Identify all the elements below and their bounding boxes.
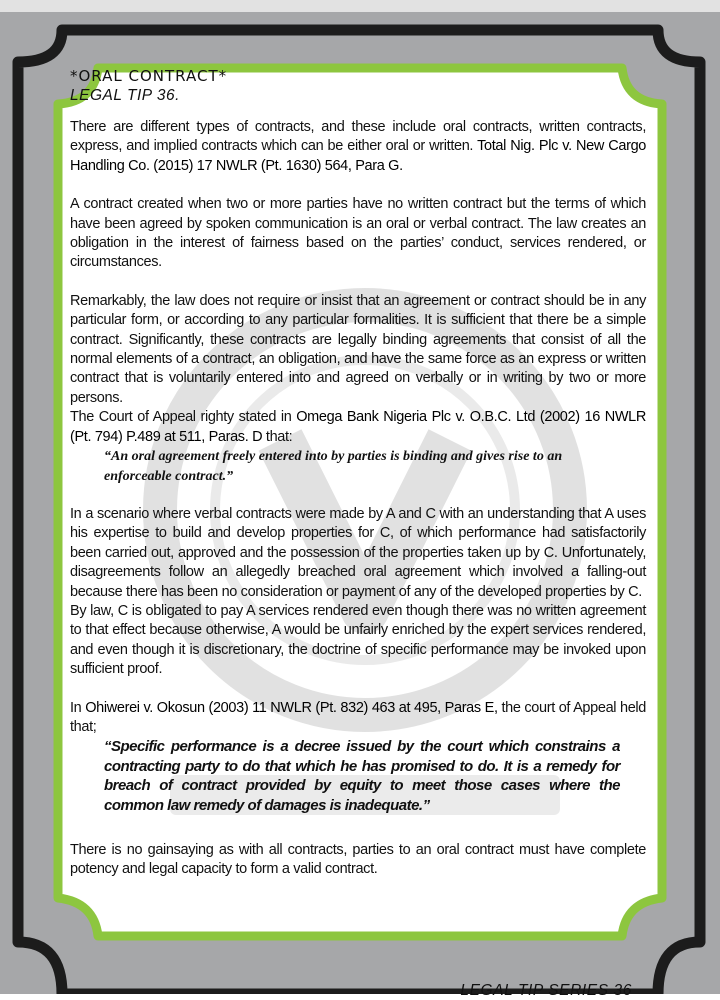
paragraph-7-tail: the court of Appeal held that; [70,699,646,735]
quote-2: “Specific performance is a decree issued by the court which constrains a contracting party to do that which he has promised to do. It is a remedy for breach of contract provided by equity to meet those cases where the common law remedy of damages is inadequate.” [104,738,620,814]
case-citation-1: Total Nig. Plc v. New Cargo Handling Co. (2015) 17 NWLR (Pt. 1630) 564, Para G. [70,138,647,174]
paragraph-4-lead: The Court of Appeal righty stated in [70,409,292,426]
paragraph-8: There is no gainsaying as with all contracts, parties to an oral contract must have complete potency and legal capacity to form a valid contract. [70,842,646,878]
series-footer: LEGAL TIP SERIES 36 [460,982,632,999]
legal-tip-label: LEGAL TIP 36. [70,87,180,104]
document-body [70,66,646,880]
paragraph-6: By law, C is obligated to pay A services rendered even though there was no written agreement to that effect because otherwise, A would be unfairly enriched by the expert services rendered, and even though it is discretionary, the doctrine of specific performance may be invoked upon sufficient proof. [70,602,646,678]
paragraph-2: A contract created when two or more parties have no written contract but the terms of which have been agreed by spoken communication is an oral or verbal contract. The law creates an obligation in the interest of fairness based on the parties’ conduct, services rendered, or circumstances. [70,196,646,271]
paragraph-4 [70,408,646,447]
document-title: *ORAL CONTRACT* [70,67,228,85]
paragraph-1-text: There are different types of contracts, and these include oral contracts, written contracts, express, and implied contracts which can be either oral or written. [70,119,646,155]
paragraph-7 [70,699,646,738]
quote-1: “An oral agreement freely entered into by parties is binding and gives rise to an enforceable contract.” [104,449,563,484]
case-citation-3: Ohiwerei v. Okosun (2003) 11 NWLR (Pt. 832) 463 at 495, Paras E, [85,699,498,716]
paragraph-7-lead: In [70,699,82,716]
paragraph-3: Remarkably, the law does not require or insist that an agreement or contract should be in any particular form, or according to any particular formalities. It is sufficient that there be a simple contract. Significantly, these contracts are legally binding agreements that consist of all the normal elements of a contract, an obligation, and have the same force as an express or written contract that is voluntarily entered into and agreed on verbally or in writing by two or more persons. [70,292,646,406]
paragraph-1 [70,118,646,176]
paragraph-4-tail: that: [265,428,293,445]
top-bar [0,0,720,12]
paragraph-5: In a scenario where verbal contracts were made by A and C with an understanding that A uses his expertise to build and develop properties for C, of which performance had satisfactorily been carried out, approved and the possession of the properties taken up by C. Unfortunately, disagreements follow an allegedly breached oral agreement which involved a falling-out because there has been no consideration or payment of any of the developed properties by C. [70,505,646,600]
case-citation-2: Omega Bank Nigeria Plc v. O.B.C. Ltd (2002) 16 NWLR (Pt. 794) P.489 at 511, Paras. D [70,409,647,445]
